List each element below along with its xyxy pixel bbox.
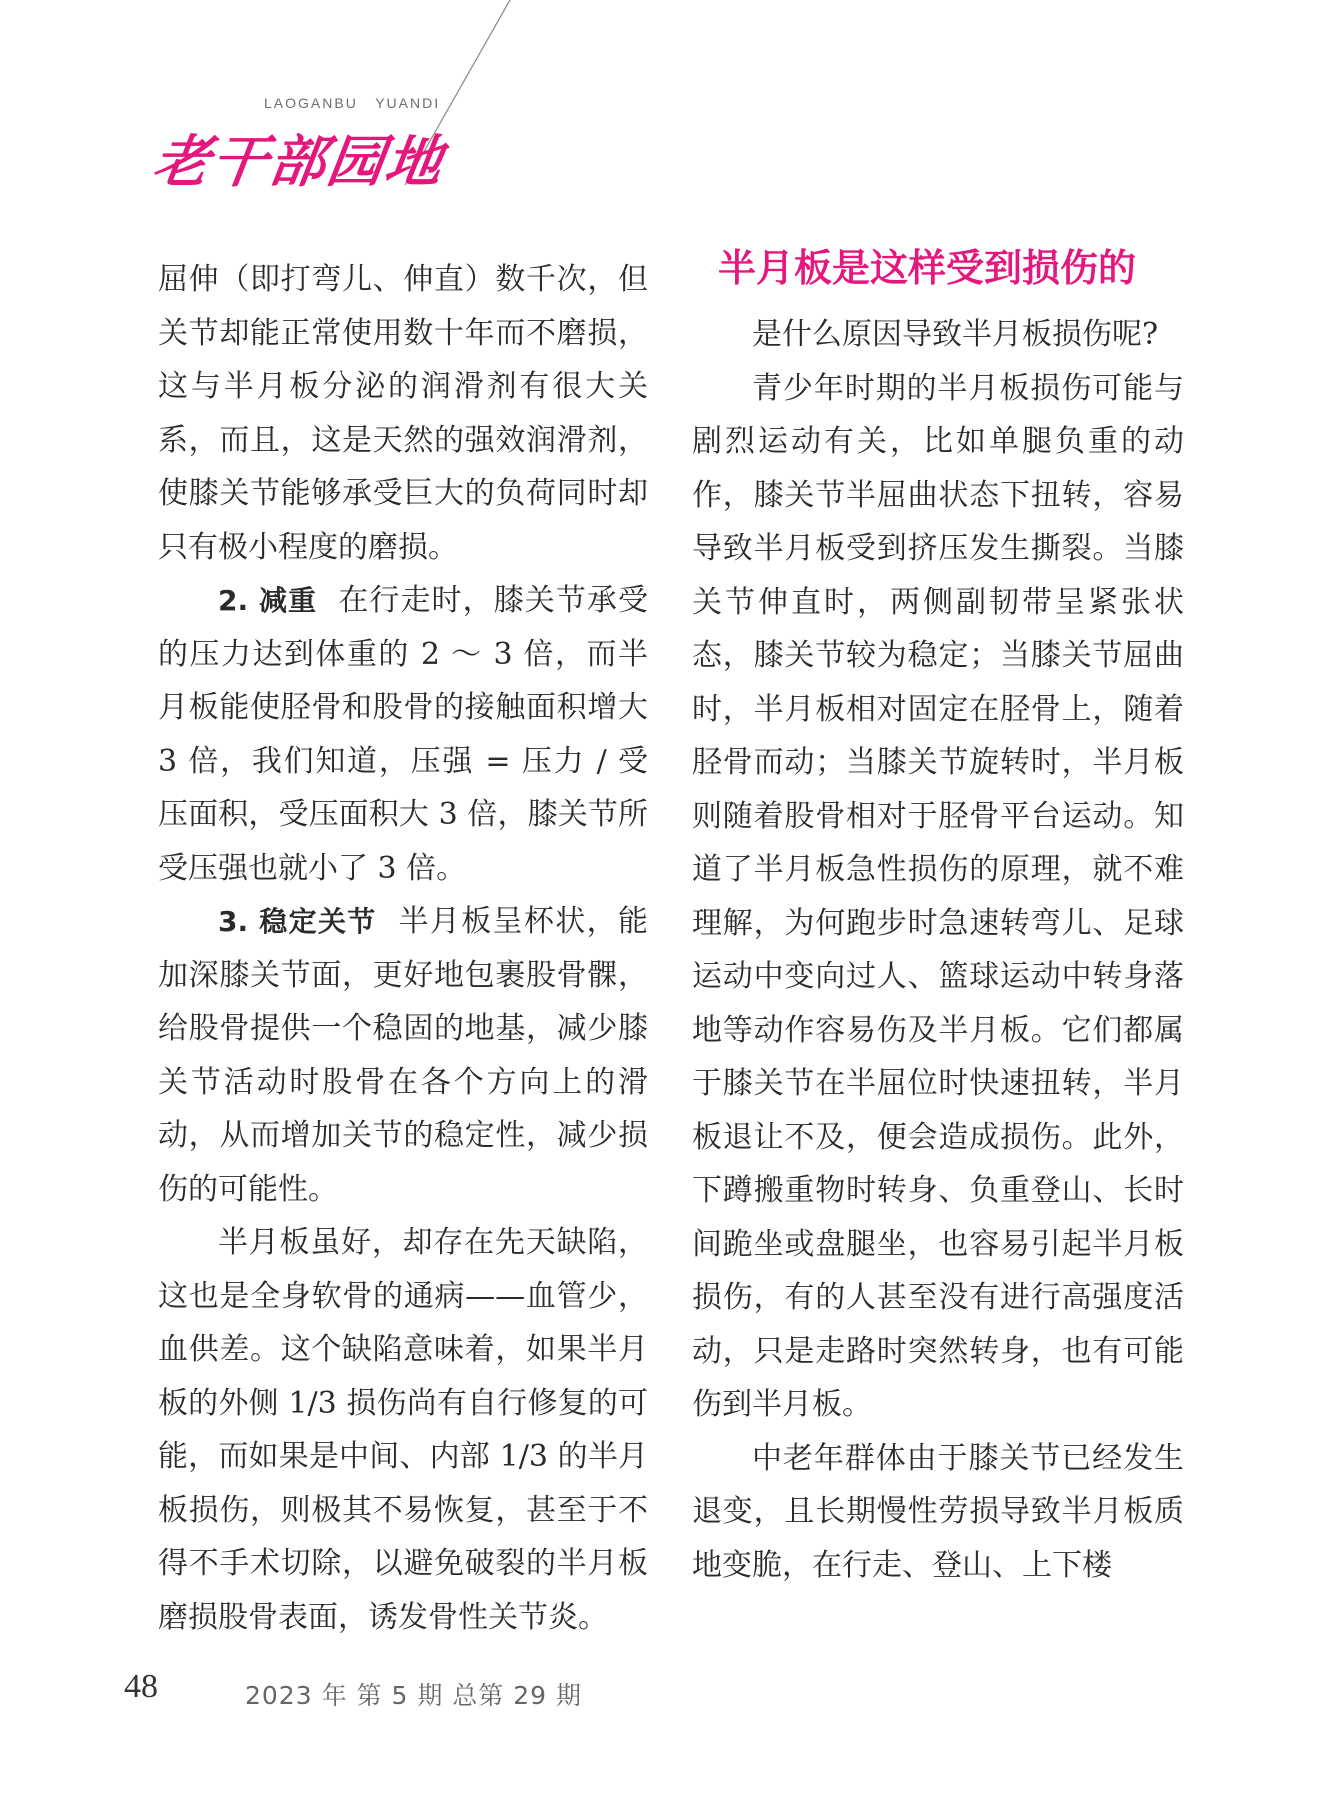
section-title: 半月板是这样受到损伤的	[718, 246, 1137, 290]
left-paragraph-2-text: 在行走时，膝关节承受的压力达到体重的 2 ～ 3 倍，而半月板能使胫骨和股骨的接触面积增大 3 倍，我们知道，压强 = 压力 / 受压面积，受压面积大 3 倍，膝关节所受压强也就小了 3 倍。	[158, 583, 649, 886]
left-paragraph-1: 屈伸（即打弯儿、伸直）数千次，但关节却能正常使用数十年而不磨损，这与半月板分泌的润滑剂有很大关系，而且，这是天然的强效润滑剂，使膝关节能够承受巨大的负荷同时却只有极小程度的磨损。	[158, 262, 648, 565]
subheading-weight-reduction: 2. 减重	[218, 584, 318, 617]
subheading-stabilize-joint: 3. 稳定关节	[218, 905, 377, 938]
issue-info: 2023 年 第 5 期 总第 29 期	[245, 1681, 582, 1710]
magazine-name-logo: 老干部园地	[148, 129, 449, 195]
magazine-name-english: LAOGANBU YUANDI	[264, 95, 441, 111]
left-paragraph-2	[158, 574, 648, 895]
page-number: 48	[124, 1668, 158, 1705]
left-paragraph-3-text: 半月板呈杯状，能加深膝关节面，更好地包裹股骨髁，给股骨提供一个稳固的地基，减少膝关节活动时股骨在各个方向上的滑动，从而增加关节的稳定性，减少损伤的可能性。	[158, 904, 648, 1207]
right-paragraph-1: 是什么原因导致半月板损伤呢?	[752, 317, 1159, 352]
right-paragraph-2: 青少年时期的半月板损伤可能与剧烈运动有关，比如单腿负重的动作，膝关节半屈曲状态下扭转，容易导致半月板受到挤压发生撕裂。当膝关节伸直时，两侧副韧带呈紧张状态，膝关节较为稳定；当膝关节屈曲时，半月板相对固定在胫骨上，随着胫骨而动；当膝关节旋转时，半月板则随着股骨相对于胫骨平台运动。知道了半月板急性损伤的原理，就不难理解，为何跑步时急速转弯儿、足球运动中变向过人、篮球运动中转身落地等动作容易伤及半月板。它们都属于膝关节在半屈位时快速扭转，半月板退让不及，便会造成损伤。此外，下蹲搬重物时转身、负重登山、长时间跪坐或盘腿坐，也容易引起半月板损伤，有的人甚至没有进行高强度活动，只是走路时突然转身，也有可能伤到半月板。	[692, 370, 1184, 1422]
right-column	[692, 240, 1184, 1592]
right-paragraph-3: 中老年群体由于膝关节已经发生退变，且长期慢性劳损导致半月板质地变脆，在行走、登山、上下楼	[692, 1440, 1184, 1583]
left-paragraph-4: 半月板虽好，却存在先天缺陷，这也是全身软骨的通病——血管少，血供差。这个缺陷意味着，如果半月板的外侧 1/3 损伤尚有自行修复的可能，而如果是中间、内部 1/3 的半月板损伤，则极其不易恢复，甚至于不得不手术切除，以避免破裂的半月板磨损股骨表面，诱发骨性关节炎。	[158, 1225, 648, 1635]
left-paragraph-3	[158, 895, 648, 1216]
left-column	[158, 253, 648, 1644]
